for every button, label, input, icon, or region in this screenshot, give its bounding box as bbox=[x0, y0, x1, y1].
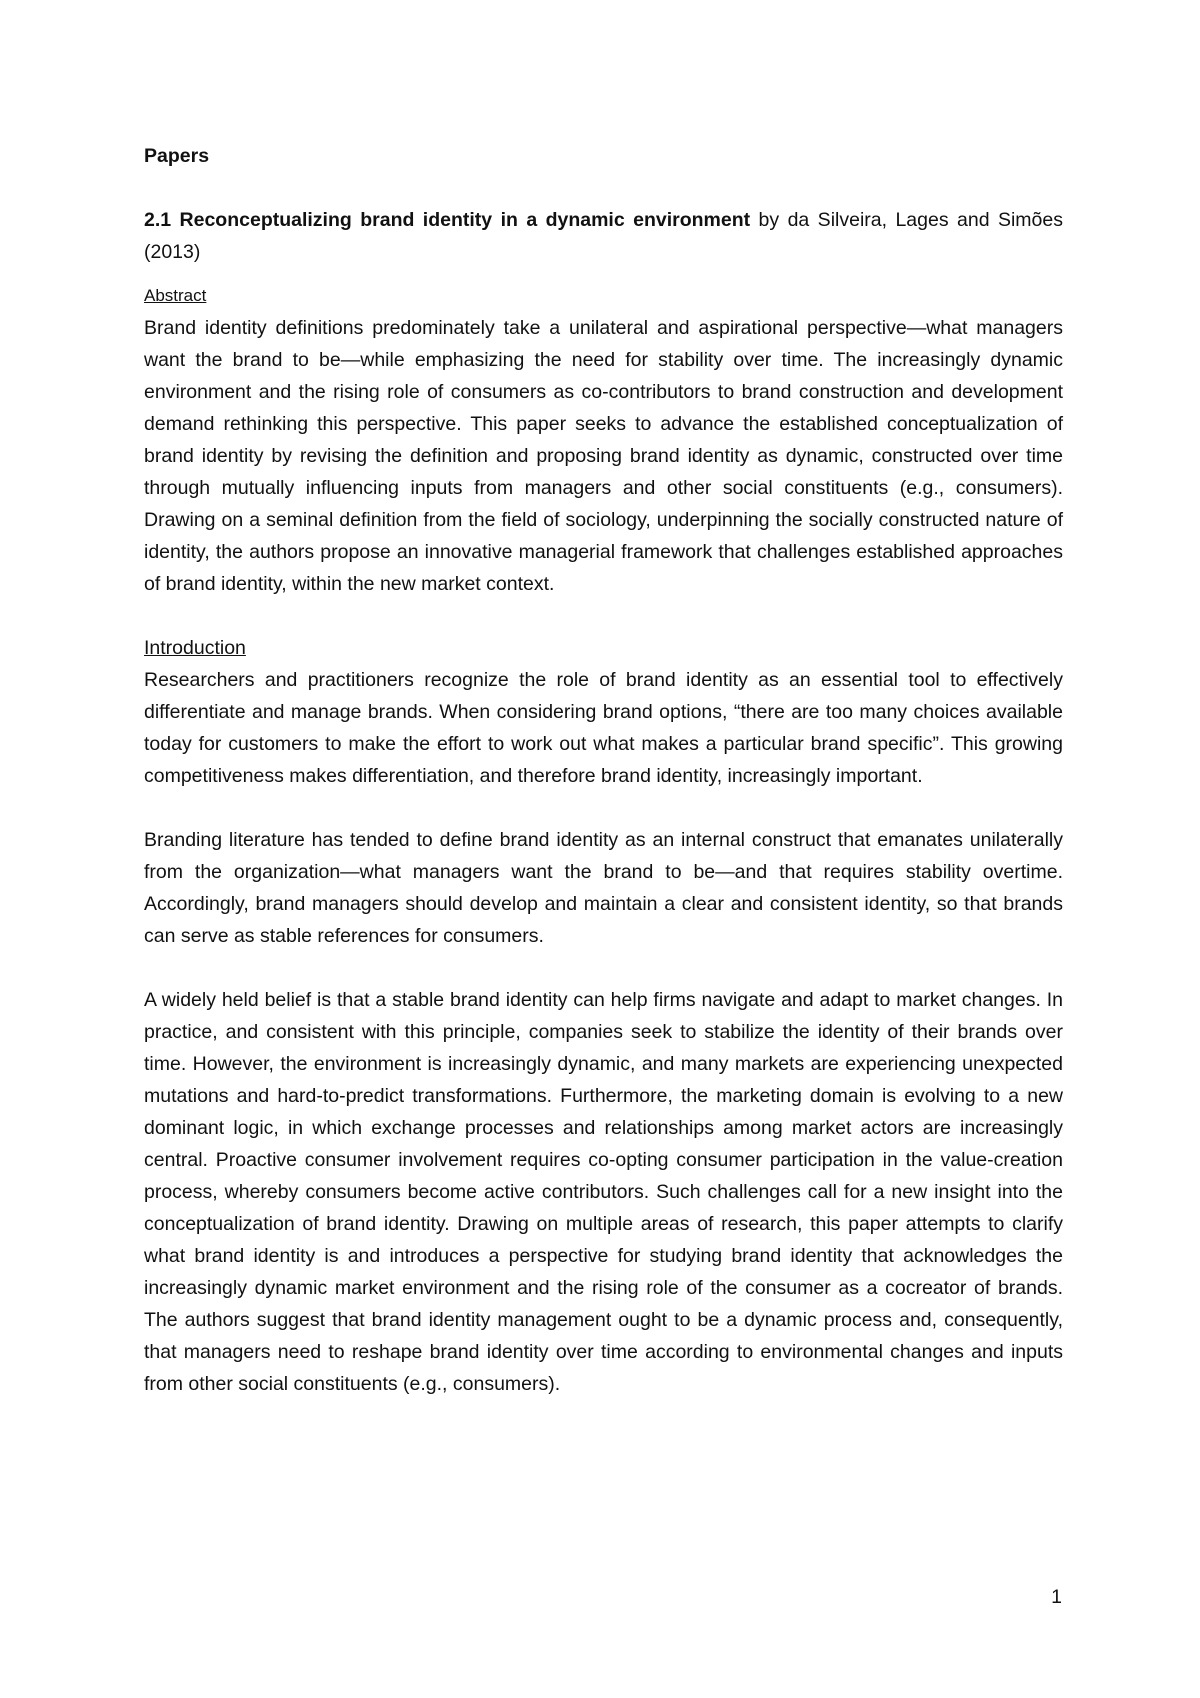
section-heading: Papers bbox=[144, 145, 210, 167]
intro-paragraph-2: Branding literature has tended to define brand identity as an internal construct that emanates unilaterally from the organization—what managers want the brand to be—and that requires stability overtime. Accordingly, brand managers should develop and maintain a clear and consistent identity, so that brands can serve as stable references for consumers. bbox=[144, 829, 1063, 947]
abstract-text: Brand identity definitions predominately take a unilateral and aspirational perspective—what managers want the brand to be—while emphasizing the need for stability over time. The increasingly dynamic environment and the rising role of consumers as co-contributors to brand construction and development demand rethinking this perspective. This paper seeks to advance the established conceptualization of brand identity by revising the definition and proposing brand identity as dynamic, constructed over time through mutually influencing inputs from managers and other social constituents (e.g., consumers). Drawing on a seminal definition from the field of sociology, underpinning the socially constructed nature of identity, the authors propose an innovative managerial framework that challenges established approaches of brand identity, within the new market context. bbox=[144, 317, 1063, 595]
page-number: 1 bbox=[1051, 1586, 1062, 1608]
introduction-label: Introduction bbox=[144, 637, 246, 659]
abstract-label: Abstract bbox=[144, 286, 207, 305]
intro-paragraph-3: A widely held belief is that a stable brand identity can help firms navigate and adapt to market changes. In practice, and consistent with this principle, companies seek to stabilize the identity of their brands over time. However, the environment is increasingly dynamic, and many markets are experiencing unexpected mutations and hard-to-predict transformations. Furthermore, the marketing domain is evolving to a new dominant logic, in which exchange processes and relationships among market actors are increasingly central. Proactive consumer involvement requires co-opting consumer participation in the value-creation process, whereby consumers become active contributors. Such challenges call for a new insight into the conceptualization of brand identity. Drawing on multiple areas of research, this paper attempts to clarify what brand identity is and introduces a perspective for studying brand identity that acknowledges the increasingly dynamic market environment and the rising role of the consumer as a cocreator of brands. The authors suggest that brand identity management ought to be a dynamic process and, consequently, that managers need to reshape brand identity over time according to environmental changes and inputs from other social constituents (e.g., consumers). bbox=[144, 989, 1063, 1395]
paper-title-bold: 2.1 Reconceptualizing brand identity in a dynamic environment bbox=[144, 209, 751, 231]
page-content bbox=[144, 140, 1063, 1400]
intro-paragraph-1: Researchers and practitioners recognize the role of brand identity as an essential tool to effectively differentiate and manage brands. When considering brand options, “there are too many choices available today for customers to make the effort to work out what makes a particular brand specific”. This growing competitiveness makes differentiation, and therefore brand identity, increasingly important. bbox=[144, 669, 1063, 787]
paper-title bbox=[144, 204, 1063, 268]
paper-title-authors: by da Silveira, Lages and Simões (2013) bbox=[144, 209, 1063, 263]
